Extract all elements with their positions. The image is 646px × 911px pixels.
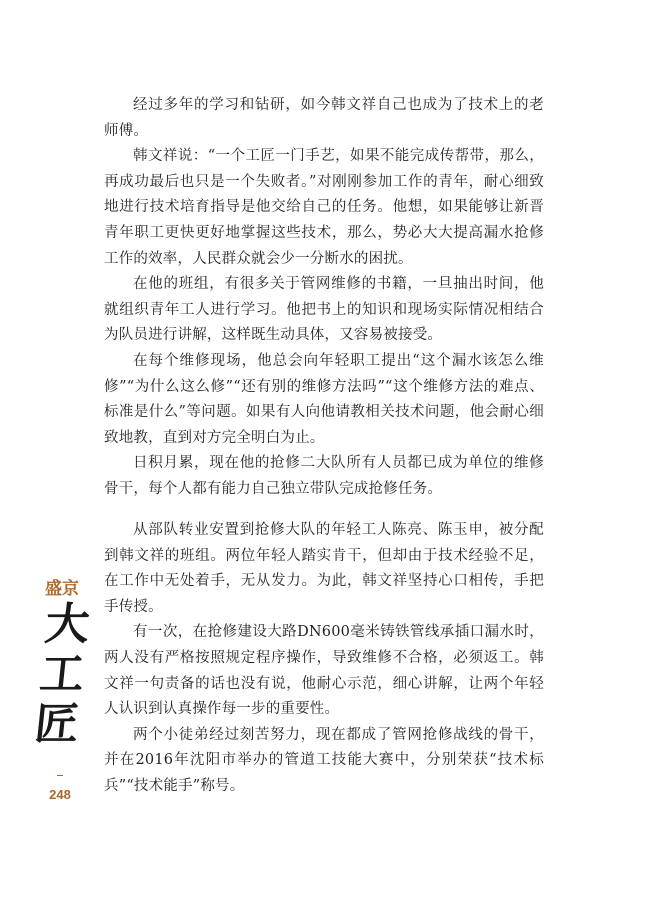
paragraph: 有一次，在抢修建设大路DN600毫米铸铁管线承插口漏水时，两人没有严格按照规定程序操作，导致维修不合格，必须返工。韩文祥一句责备的话也没有说，他耐心示范，细心讲解，让两个年轻人认识到认真操作每一步的重要性。 (104, 624, 544, 718)
paragraph: 日积月累，现在他的抢修二大队所有人员都已成为单位的维修骨干，每个人都有能力自己独立带队完成抢修任务。 (104, 455, 544, 497)
page-number-divider (57, 775, 63, 776)
series-logo (34, 578, 90, 750)
paragraph: 韩文祥说：“一个工匠一门手艺，如果不能完成传帮带，那么，再成功最后也只是一个失败者。”对刚刚参加工作的青年，耐心细致地进行技术培育指导是他交给自己的任务。他想，如果能够让新晋青年职工更快更好地掌握这些技术，那么，势必大大提高漏水抢修工作的效率，人民群众就会少一分断水的困扰。 (104, 148, 544, 267)
series-logo-calligraphy: 大工匠 (32, 599, 92, 750)
paragraph: 从部队转业安置到抢修大队的年轻工人陈亮、陈玉申，被分配到韩文祥的班组。两位年轻人踏实肯干，但却由于技术经验不足，在工作中无处着手，无从发力。为此，韩文祥坚持心口相传，手把手传授。 (104, 522, 544, 615)
article-section-2 (104, 518, 544, 800)
page-number: 248 (49, 787, 71, 802)
paragraph: 在每个维修现场，他总会向年轻职工提出“这个漏水该怎么维修”“为什么这么修”“还有别的维修方法吗”“这个维修方法的难点、标准是什么”等问题。如果有人向他请教相关技术问题，他会耐心细致地教，直到对方完全明白为止。 (104, 352, 544, 446)
paragraph: 经过多年的学习和钻研，如今韩文祥自己也成为了技术上的老师傅。 (104, 97, 544, 139)
paragraph: 在他的班组，有很多关于管网维修的书籍，一旦抽出时间，他就组织青年工人进行学习。他把书上的知识和现场实际情况相结合为队员进行讲解，这样既生动具体，又容易被接受。 (104, 276, 544, 344)
article-section-1 (104, 93, 544, 503)
series-logo-small-text: 盛京 (45, 579, 79, 599)
paragraph: 两个小徒弟经过刻苦努力，现在都成了管网抢修战线的骨干，并在2016年沈阳市举办的管道工技能大赛中，分别荣获“技术标兵”“技术能手”称号。 (104, 726, 544, 794)
